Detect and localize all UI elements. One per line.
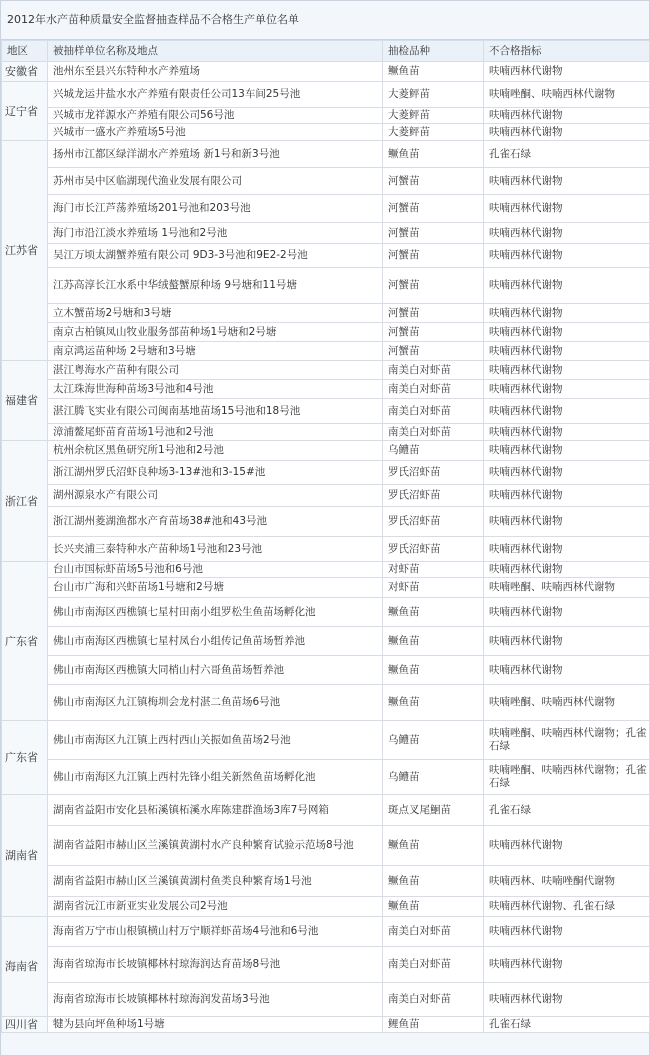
unit-cell: 佛山市南海区西樵镇七星村田南小组罗松生鱼苗场孵化池 bbox=[48, 598, 383, 627]
species-cell: 河蟹苗 bbox=[383, 195, 484, 223]
species-cell: 南美白对虾苗 bbox=[383, 947, 484, 983]
unit-cell: 吴江万顷太湖蟹养殖有限公司 9D3-3号池和9E2-2号池 bbox=[48, 244, 383, 268]
unit-cell: 湛江腾飞实业有限公司闽南基地苗场15号池和18号池 bbox=[48, 399, 383, 424]
unit-cell: 海南省万宁市山根镇横山村万宁顺祥虾苗场4号池和6号池 bbox=[48, 917, 383, 947]
indicator-cell: 呋喃西林代谢物 bbox=[484, 168, 650, 195]
unit-cell: 兴城龙运井盐水水产养殖有限责任公司13车间25号池 bbox=[48, 82, 383, 108]
unit-cell: 兴城市龙祥源水产养殖有限公司56号池 bbox=[48, 108, 383, 124]
unit-cell: 苏州市吴中区临湖现代渔业发展有限公司 bbox=[48, 168, 383, 195]
indicator-cell: 呋喃西林代谢物 bbox=[484, 424, 650, 441]
unit-cell: 杭州余杭区黑鱼研究所1号池和2号池 bbox=[48, 441, 383, 461]
table-row bbox=[2, 983, 650, 1017]
species-cell: 对虾苗 bbox=[383, 578, 484, 598]
unit-cell: 海门市沿江淡水养殖场 1号池和2号池 bbox=[48, 223, 383, 244]
unit-cell: 佛山市南海区西樵镇七星村凤台小组传记鱼苗场暂养池 bbox=[48, 627, 383, 656]
species-cell: 南美白对虾苗 bbox=[383, 399, 484, 424]
table-row bbox=[2, 323, 650, 342]
indicator-cell: 呋喃西林代谢物 bbox=[484, 323, 650, 342]
species-cell: 罗氏沼虾苗 bbox=[383, 507, 484, 537]
table-header-row bbox=[2, 41, 650, 62]
unit-cell: 长兴夹浦三泰特种水产苗种场1号池和23号池 bbox=[48, 537, 383, 562]
unit-cell: 南京鸿运苗种场 2号塘和3号塘 bbox=[48, 342, 383, 361]
unit-cell: 佛山市南海区九江镇梅圳会龙村湛二鱼苗场6号池 bbox=[48, 685, 383, 721]
region-cell: 广东省 bbox=[2, 562, 48, 721]
species-cell: 河蟹苗 bbox=[383, 223, 484, 244]
table-row bbox=[2, 223, 650, 244]
indicator-cell: 呋喃西林代谢物、孔雀石绿 bbox=[484, 897, 650, 917]
indicator-cell: 呋喃西林代谢物 bbox=[484, 461, 650, 485]
unit-cell: 立木蟹苗场2号塘和3号塘 bbox=[48, 304, 383, 323]
species-cell: 大菱鲆苗 bbox=[383, 124, 484, 141]
unit-cell: 湖南省沅江市新亚实业发展公司2号池 bbox=[48, 897, 383, 917]
region-cell: 四川省 bbox=[2, 1017, 48, 1033]
unit-cell: 湖州源泉水产有限公司 bbox=[48, 485, 383, 507]
table-row bbox=[2, 866, 650, 897]
species-cell: 罗氏沼虾苗 bbox=[383, 485, 484, 507]
unit-cell: 佛山市南海区九江镇上西村西山关振如鱼苗场2号池 bbox=[48, 721, 383, 760]
table-row bbox=[2, 578, 650, 598]
table-row bbox=[2, 721, 650, 760]
indicator-cell: 呋喃西林代谢物 bbox=[484, 223, 650, 244]
region-cell: 湖南省 bbox=[2, 795, 48, 917]
indicator-cell: 呋喃西林代谢物 bbox=[484, 342, 650, 361]
species-cell: 对虾苗 bbox=[383, 562, 484, 578]
unit-cell: 兴城市一盛水产养殖场5号池 bbox=[48, 124, 383, 141]
indicator-cell: 呋喃西林、呋喃唑酮代谢物 bbox=[484, 866, 650, 897]
table-row bbox=[2, 441, 650, 461]
indicator-cell: 呋喃西林代谢物 bbox=[484, 195, 650, 223]
region-cell: 海南省 bbox=[2, 917, 48, 1017]
page-title: 2012年水产苗种质量安全监督抽查样品不合格生产单位名单 bbox=[1, 1, 649, 40]
indicator-cell: 呋喃西林代谢物 bbox=[484, 917, 650, 947]
header-species: 抽检品种 bbox=[383, 41, 484, 62]
species-cell: 鳜鱼苗 bbox=[383, 598, 484, 627]
unit-cell: 湖南省益阳市安化县柘溪镇柘溪水库陈建群渔场3库7号网箱 bbox=[48, 795, 383, 826]
table-row bbox=[2, 897, 650, 917]
indicator-cell: 孔雀石绿 bbox=[484, 1017, 650, 1033]
species-cell: 鳜鱼苗 bbox=[383, 897, 484, 917]
species-cell: 鳜鱼苗 bbox=[383, 826, 484, 866]
table-row bbox=[2, 826, 650, 866]
table-row bbox=[2, 598, 650, 627]
unit-cell: 海门市长江芦荡养殖场201号池和203号池 bbox=[48, 195, 383, 223]
species-cell: 斑点叉尾鮰苗 bbox=[383, 795, 484, 826]
indicator-cell: 呋喃西林代谢物 bbox=[484, 380, 650, 399]
table-row bbox=[2, 461, 650, 485]
table-row bbox=[2, 244, 650, 268]
region-cell: 江苏省 bbox=[2, 141, 48, 361]
header-unit: 被抽样单位名称及地点 bbox=[48, 41, 383, 62]
indicator-cell: 呋喃西林代谢物 bbox=[484, 507, 650, 537]
table-row bbox=[2, 268, 650, 304]
species-cell: 河蟹苗 bbox=[383, 304, 484, 323]
table-body bbox=[2, 62, 650, 1033]
species-cell: 河蟹苗 bbox=[383, 323, 484, 342]
data-table bbox=[1, 40, 650, 1033]
species-cell: 河蟹苗 bbox=[383, 268, 484, 304]
unit-cell: 湖南省益阳市赫山区兰溪镇黄湖村水产良种繁育试验示范场8号池 bbox=[48, 826, 383, 866]
indicator-cell: 呋喃西林代谢物 bbox=[484, 268, 650, 304]
species-cell: 罗氏沼虾苗 bbox=[383, 537, 484, 562]
indicator-cell: 呋喃西林代谢物 bbox=[484, 124, 650, 141]
unit-cell: 湛江粤海水产苗种有限公司 bbox=[48, 361, 383, 380]
table-row bbox=[2, 108, 650, 124]
species-cell: 南美白对虾苗 bbox=[383, 917, 484, 947]
indicator-cell: 呋喃唑酮、呋喃西林代谢物 bbox=[484, 578, 650, 598]
unit-cell: 佛山市南海区九江镇上西村先锋小组关新然鱼苗场孵化池 bbox=[48, 760, 383, 795]
indicator-cell: 呋喃西林代谢物 bbox=[484, 656, 650, 685]
unit-cell: 海南省琼海市长坡镇椰林村琼海润达育苗场8号池 bbox=[48, 947, 383, 983]
indicator-cell: 呋喃西林代谢物 bbox=[484, 947, 650, 983]
unit-cell: 湖南省益阳市赫山区兰溪镇黄湖村鱼类良种繁育场1号池 bbox=[48, 866, 383, 897]
unit-cell: 浙江湖州罗氏沼虾良种场3-13#池和3-15#池 bbox=[48, 461, 383, 485]
species-cell: 河蟹苗 bbox=[383, 168, 484, 195]
indicator-cell: 呋喃西林代谢物 bbox=[484, 361, 650, 380]
table-row bbox=[2, 485, 650, 507]
species-cell: 南美白对虾苗 bbox=[383, 380, 484, 399]
species-cell: 乌鳢苗 bbox=[383, 760, 484, 795]
species-cell: 鳜鱼苗 bbox=[383, 685, 484, 721]
indicator-cell: 呋喃西林代谢物 bbox=[484, 244, 650, 268]
table-row bbox=[2, 685, 650, 721]
indicator-cell: 孔雀石绿 bbox=[484, 795, 650, 826]
indicator-cell: 呋喃唑酮、呋喃西林代谢物 bbox=[484, 685, 650, 721]
species-cell: 大菱鲆苗 bbox=[383, 108, 484, 124]
indicator-cell: 呋喃西林代谢物 bbox=[484, 598, 650, 627]
indicator-cell: 呋喃西林代谢物 bbox=[484, 441, 650, 461]
indicator-cell: 孔雀石绿 bbox=[484, 141, 650, 168]
table-row bbox=[2, 168, 650, 195]
indicator-cell: 呋喃西林代谢物 bbox=[484, 983, 650, 1017]
region-cell: 福建省 bbox=[2, 361, 48, 441]
region-cell: 安徽省 bbox=[2, 62, 48, 82]
indicator-cell: 呋喃西林代谢物 bbox=[484, 826, 650, 866]
table-row bbox=[2, 141, 650, 168]
unit-cell: 佛山市南海区西樵镇大同梢山村六哥鱼苗场暂养池 bbox=[48, 656, 383, 685]
indicator-cell: 呋喃唑酮、呋喃西林代谢物；孔雀石绿 bbox=[484, 760, 650, 795]
table-row bbox=[2, 361, 650, 380]
indicator-cell: 呋喃西林代谢物 bbox=[484, 562, 650, 578]
indicator-cell: 呋喃西林代谢物 bbox=[484, 399, 650, 424]
indicator-cell: 呋喃西林代谢物 bbox=[484, 627, 650, 656]
header-indicator: 不合格指标 bbox=[484, 41, 650, 62]
table-row bbox=[2, 82, 650, 108]
table-row bbox=[2, 380, 650, 399]
unit-cell: 台山市国标虾苗场5号池和6号池 bbox=[48, 562, 383, 578]
species-cell: 河蟹苗 bbox=[383, 244, 484, 268]
unit-cell: 漳浦鳌尾虾苗育苗场1号池和2号池 bbox=[48, 424, 383, 441]
table-row bbox=[2, 917, 650, 947]
table-row bbox=[2, 342, 650, 361]
unit-cell: 江苏高淳长江水系中华绒螯蟹原种场 9号塘和11号塘 bbox=[48, 268, 383, 304]
table-row bbox=[2, 62, 650, 82]
indicator-cell: 呋喃西林代谢物 bbox=[484, 485, 650, 507]
indicator-cell: 呋喃唑酮、呋喃西林代谢物；孔雀石绿 bbox=[484, 721, 650, 760]
unit-cell: 太江珠海世海种苗场3号池和4号池 bbox=[48, 380, 383, 399]
region-cell: 浙江省 bbox=[2, 441, 48, 562]
unit-cell: 扬州市江都区绿洋湖水产养殖场 新1号和新3号池 bbox=[48, 141, 383, 168]
species-cell: 乌鳢苗 bbox=[383, 721, 484, 760]
table-row bbox=[2, 304, 650, 323]
species-cell: 鲤鱼苗 bbox=[383, 1017, 484, 1033]
header-region: 地区 bbox=[2, 41, 48, 62]
species-cell: 鳜鱼苗 bbox=[383, 656, 484, 685]
region-cell: 辽宁省 bbox=[2, 82, 48, 141]
table-row bbox=[2, 760, 650, 795]
species-cell: 罗氏沼虾苗 bbox=[383, 461, 484, 485]
unit-cell: 犍为县向坪鱼种场1号塘 bbox=[48, 1017, 383, 1033]
indicator-cell: 呋喃唑酮、呋喃西林代谢物 bbox=[484, 82, 650, 108]
table-row bbox=[2, 537, 650, 562]
species-cell: 鳜鱼苗 bbox=[383, 141, 484, 168]
table-row bbox=[2, 947, 650, 983]
indicator-cell: 呋喃西林代谢物 bbox=[484, 304, 650, 323]
species-cell: 鳜鱼苗 bbox=[383, 866, 484, 897]
table-row bbox=[2, 562, 650, 578]
species-cell: 鳜鱼苗 bbox=[383, 627, 484, 656]
table-row bbox=[2, 656, 650, 685]
unit-cell: 南京古柏镇凤山牧业服务部苗种场1号塘和2号塘 bbox=[48, 323, 383, 342]
species-cell: 大菱鲆苗 bbox=[383, 82, 484, 108]
species-cell: 南美白对虾苗 bbox=[383, 983, 484, 1017]
species-cell: 南美白对虾苗 bbox=[383, 424, 484, 441]
table-row bbox=[2, 795, 650, 826]
table-row bbox=[2, 124, 650, 141]
unit-cell: 池州东至县兴东特种水产养殖场 bbox=[48, 62, 383, 82]
unit-cell: 台山市广海和兴虾苗场1号塘和2号塘 bbox=[48, 578, 383, 598]
region-cell: 广东省 bbox=[2, 721, 48, 795]
species-cell: 乌鳢苗 bbox=[383, 441, 484, 461]
indicator-cell: 呋喃西林代谢物 bbox=[484, 108, 650, 124]
indicator-cell: 呋喃西林代谢物 bbox=[484, 537, 650, 562]
table-row bbox=[2, 424, 650, 441]
table-row bbox=[2, 507, 650, 537]
species-cell: 南美白对虾苗 bbox=[383, 361, 484, 380]
table-row bbox=[2, 627, 650, 656]
species-cell: 鳜鱼苗 bbox=[383, 62, 484, 82]
table-row bbox=[2, 195, 650, 223]
species-cell: 河蟹苗 bbox=[383, 342, 484, 361]
table-row bbox=[2, 1017, 650, 1033]
table-row bbox=[2, 399, 650, 424]
indicator-cell: 呋喃西林代谢物 bbox=[484, 62, 650, 82]
unit-cell: 海南省琼海市长坡镇椰林村琼海润发苗场3号池 bbox=[48, 983, 383, 1017]
unit-cell: 浙江湖州菱湖渔都水产育苗场38#池和43号池 bbox=[48, 507, 383, 537]
